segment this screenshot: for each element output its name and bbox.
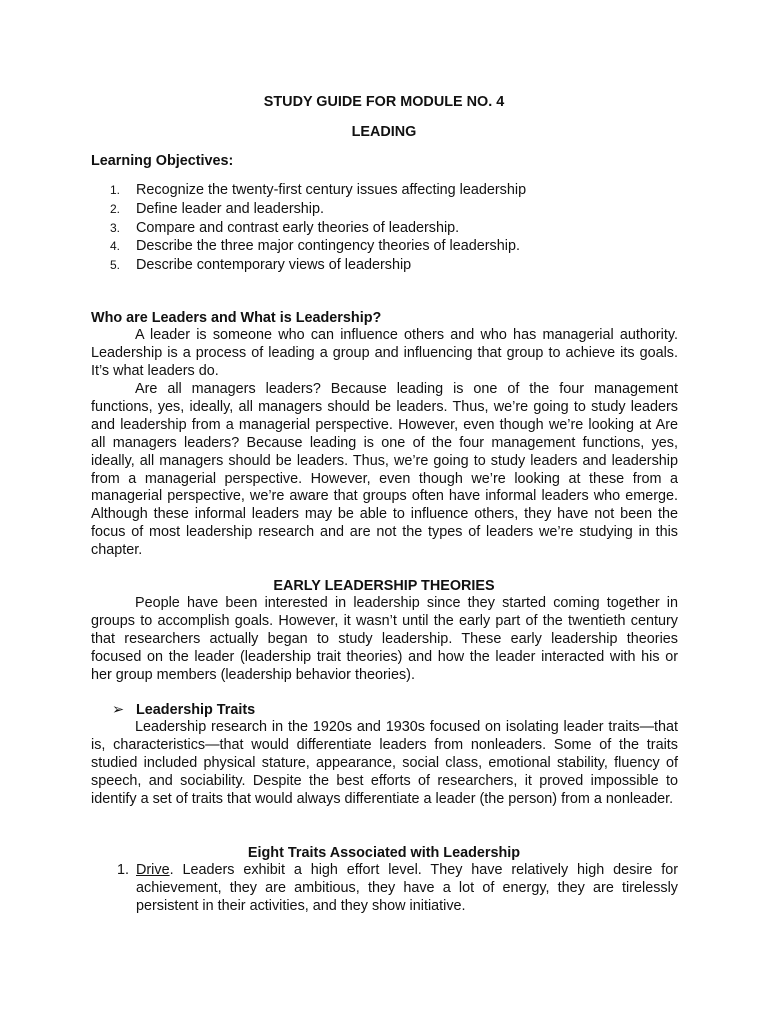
section-heading-early-theories: EARLY LEADERSHIP THEORIES bbox=[273, 578, 495, 594]
subheading-leadership-traits: Leadership Traits bbox=[136, 702, 256, 718]
paragraph-leader-definition: A leader is someone who can influence others and who has managerial authority. Leadership is a process of leading a group and influencing that group to achieve its goals. It’s what leaders do. bbox=[91, 327, 678, 379]
paragraph-early-theories: People have been interested in leadership since they started coming together in groups to accomplish goals. However, it wasn’t until the early part of the twentieth century that researchers actually began to study leadership. These early leadership theories focused on the leader (leadership trait theories) and how the leader interacted with his or her group members (leadership behavior theories). bbox=[91, 595, 678, 683]
paragraph-managers-leaders: Are all managers leaders? Because leading is one of the four management functions, yes, ideally, all managers should be leaders. Thus, we’re going to study leaders and leadership from a managerial perspective. However, even though we’re looking at Are all managers leaders? Because leading is one of the four management functions, yes, ideally, all managers should be leaders. Thus, we’re going to study leaders and leadership from a managerial perspective. However, even though we’re looking at these from a managerial perspective, we’re aware that groups often have informal leaders who emerge. Although these informal leaders may be able to influence others, they have not been the focus of most leadership research and are not the types of leaders we’re studying in this chapter. bbox=[91, 381, 678, 559]
list-item: 4. Describe the three major contingency theories of leadership. bbox=[110, 238, 520, 255]
list-item: 3. Compare and contrast early theories of leadership. bbox=[110, 219, 460, 236]
list-item: 5. Describe contemporary views of leadership bbox=[110, 257, 412, 274]
paragraph-leadership-traits: Leadership research in the 1920s and 1930s focused on isolating leader traits—that is, characteristics—that would differentiate leaders from nonleaders. Some of the traits studied included physical stature, appearance, social class, emotional stability, fluency of speech, and sociability. Despite the best efforts of researchers, it proved impossible to identify a set of traits that would always differentiate a leader (the person) from a nonleader. bbox=[91, 719, 678, 807]
eight-traits-heading: Eight Traits Associated with Leadership bbox=[247, 845, 521, 861]
trait-number: 1. bbox=[117, 862, 130, 878]
trait-item-drive bbox=[136, 862, 678, 916]
list-item: 1. Recognize the twenty-first century issues affecting leadership bbox=[110, 182, 527, 198]
document-subtitle: LEADING bbox=[351, 124, 417, 140]
section-heading-leaders: Who are Leaders and What is Leadership? bbox=[91, 310, 382, 326]
arrow-bullet-icon: ➢ bbox=[112, 702, 125, 718]
objectives-heading: Learning Objectives: bbox=[91, 153, 234, 169]
objectives-list bbox=[110, 181, 526, 275]
trait-description: . Leaders exhibit a high effort level. They have relatively high desire for achievement, they are ambitious, they have a lot of energy, they are tirelessly persistent in their activities, and they show initiative. bbox=[136, 862, 678, 914]
document-title: STUDY GUIDE FOR MODULE NO. 4 bbox=[263, 94, 505, 110]
list-item: 2. Define leader and leadership. bbox=[110, 200, 325, 217]
trait-term: Drive bbox=[136, 862, 170, 878]
